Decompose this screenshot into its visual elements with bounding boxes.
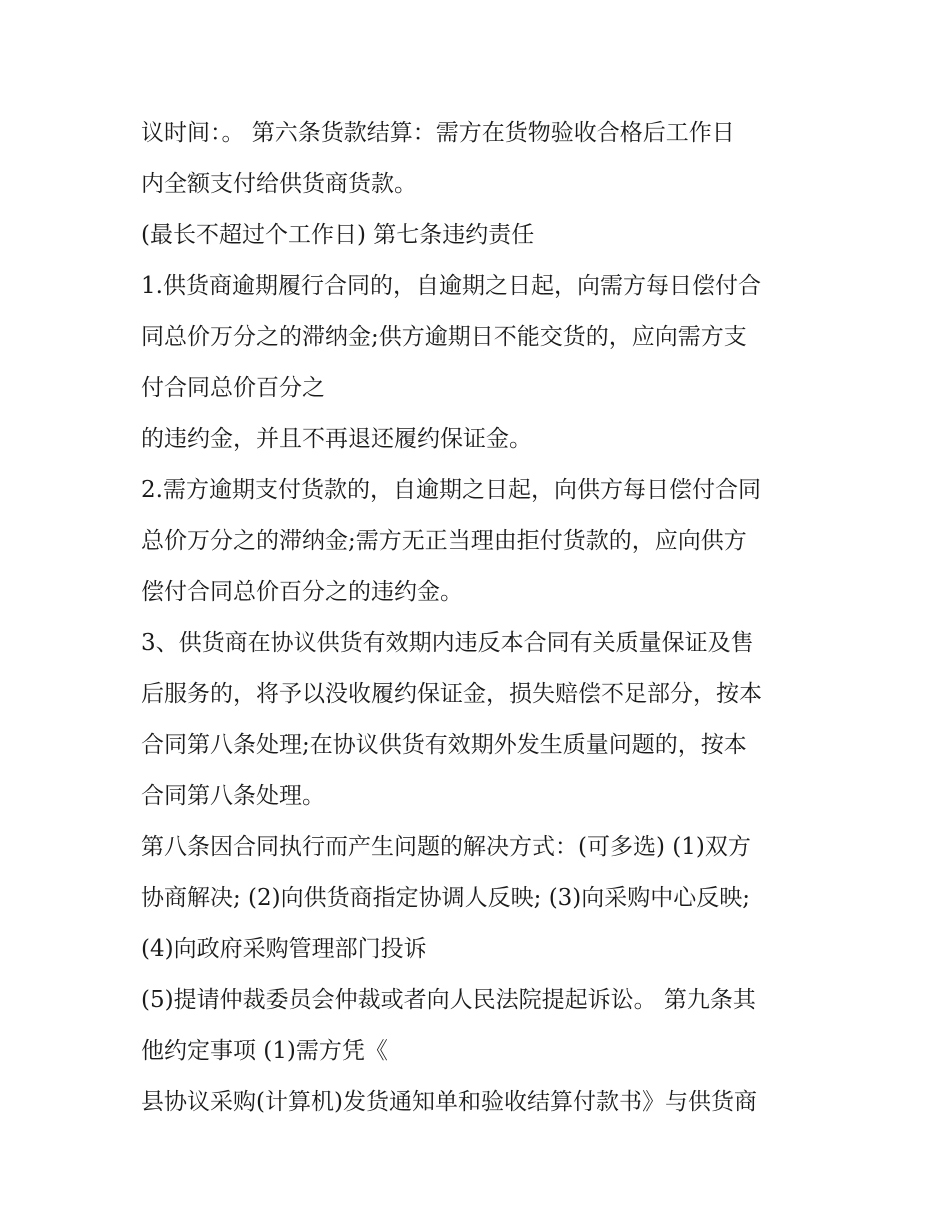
text-line: 2.需方逾期支付货款的，自逾期之日起，向供方每日偿付合同 (141, 477, 761, 503)
text-line: 县协议采购(计算机)发货通知单和验收结算付款书》与供货商 (141, 1089, 757, 1115)
text-line: 3、供货商在协议供货有效期内违反本合同有关质量保证及售 (141, 630, 754, 656)
text-line: 的违约金，并且不再退还履约保证金。 (141, 426, 532, 452)
text-line: (4)向政府采购管理部门投诉 (141, 936, 427, 962)
text-line: 内全额支付给供货商货款。 (141, 171, 417, 197)
text-line: 付合同总价百分之 (141, 375, 325, 401)
text-line: 偿付合同总价百分之的违约金。 (141, 579, 463, 605)
text-line: 第八条因合同执行而产生问题的解决方式：(可多选) (1)双方 (141, 834, 751, 860)
text-line: 同总价万分之的滞纳金;供方逾期日不能交货的，应向需方支 (141, 324, 747, 350)
text-line: 合同第八条处理。 (141, 783, 325, 809)
text-line: 议时间：。 第六条货款结算：需方在货物验收合格后工作日 (141, 120, 735, 146)
text-line: (最长不超过个工作日) 第七条违约责任 (141, 222, 535, 248)
text-line: 1.供货商逾期履行合同的，自逾期之日起，向需方每日偿付合 (141, 273, 761, 299)
document-body (141, 108, 841, 1128)
text-line: 后服务的，将予以没收履约保证金，损失赔偿不足部分，按本 (141, 681, 762, 707)
text-line: 合同第八条处理;在协议供货有效期外发生质量问题的，按本 (141, 732, 747, 758)
text-line: (5)提请仲裁委员会仲裁或者向人民法院提起诉讼。 第九条其 (141, 987, 756, 1013)
text-line: 他约定事项 (1)需方凭《 (141, 1038, 388, 1064)
text-line: 协商解决; (2)向供货商指定协调人反映; (3)向采购中心反映; (141, 885, 751, 911)
text-line: 总价万分之的滞纳金;需方无正当理由拒付货款的，应向供方 (141, 528, 747, 554)
